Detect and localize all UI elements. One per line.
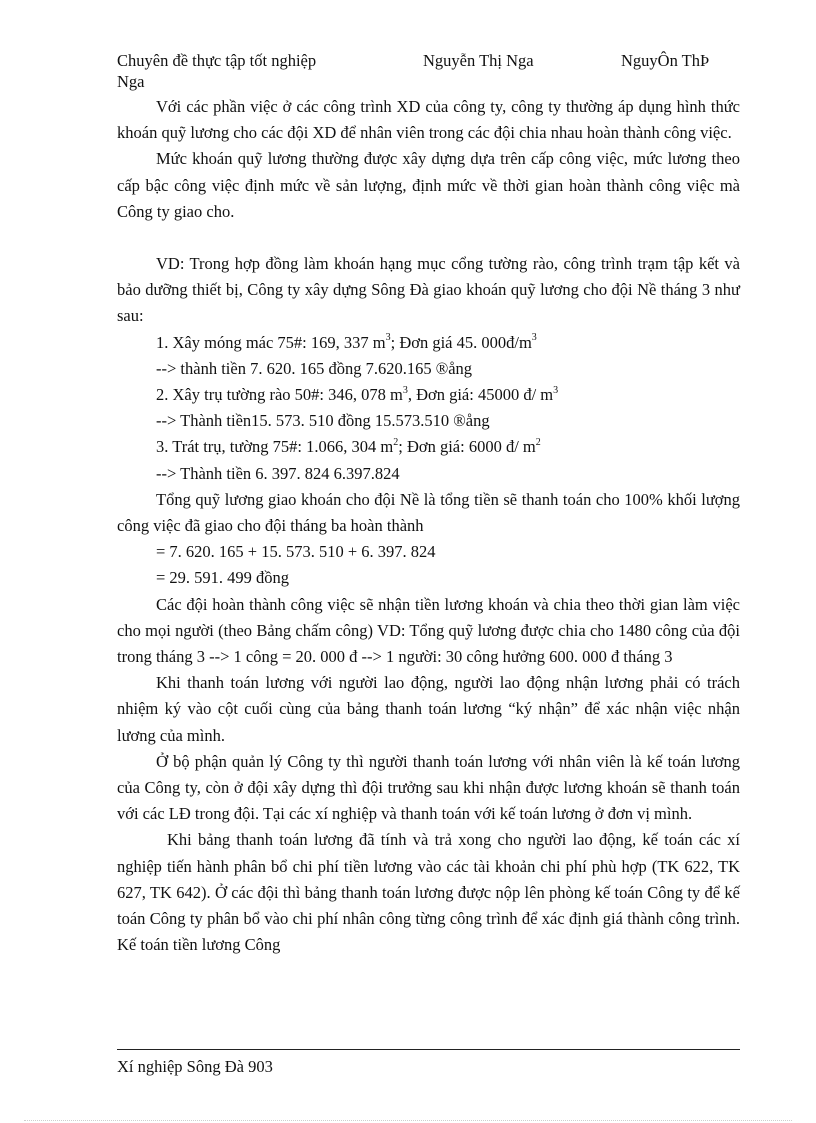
list-item-3 (117, 434, 740, 460)
item-2-text-b: , Đơn giá: 45000 đ/ m (407, 385, 554, 405)
item-1-sup-1: 3 (385, 332, 391, 344)
item-3-text-b: ; Đơn giá: 6000 đ/ m (398, 437, 536, 457)
paragraph-1: Với các phần việc ở các công trình XD của công ty, công ty thường áp dụng hình thức khoán quỹ lương cho các đội XD để nhân viên trong các đội chia nhau hoàn thành công việc. (117, 97, 740, 143)
item-1-text-b: ; Đơn giá 45. 000đ/m (390, 332, 532, 352)
item-2-sup-2: 3 (553, 384, 559, 396)
header-author-name: Nguyễn Thị Nga (423, 51, 534, 70)
paragraph-4: Tổng quỹ lương giao khoán cho đội Nề là tổng tiền sẽ thanh toán cho 100% khối lượng công việc đã giao cho đội tháng ba hoàn thành (117, 489, 740, 536)
paragraph-7: Ở bộ phận quản lý Công ty thì người thanh toán lương với nhân viên là kế toán lương của Công ty, còn ở đội xây dựng thì đội trưởng sau khi nhận được lương khoán sẽ thanh toán với các LĐ trong đội. Tại các xí nghiệp và thanh toán với kế toán lương ở đơn vị mình. (117, 751, 740, 824)
list-item-2-total: --> Thành tiền15. 573. 510 đồng 15.573.510 ®ång (156, 411, 490, 431)
item-3-sup-1: 2 (393, 436, 399, 448)
list-item-1 (117, 330, 740, 356)
document-body (117, 94, 740, 959)
paragraph-2: Mức khoán quỹ lương thường được xây dựng dựa trên cấp công việc, mức lương theo cấp bậc công việc định mức về sản lượng, định mức về thời gian hoàn thành công việc mà Công ty giao cho. (117, 149, 740, 221)
paragraph-3: VD: Trong hợp đồng làm khoán hạng mục cổng tường rào, công trình trạm tập kết và bảo dưỡng thiết bị, Công ty xây dựng Sông Đà giao khoán quỹ lương cho đội Nề tháng 3 như sau: (117, 254, 740, 326)
blank-line (117, 225, 740, 251)
page-bottom-border (24, 1120, 792, 1121)
paragraph-6: Khi thanh toán lương với người lao động, người lao động nhận lương phải có trách nhiệm ký vào cột cuối cùng của bảng thanh toán lương “ký nhận” để xác nhận việc nhận lương của mình. (117, 673, 740, 745)
paragraph-8: Khi bảng thanh toán lương đã tính và trả xong cho người lao động, kế toán các xí nghiệp tiến hành phân bổ chi phí tiền lương vào các tài khoản chi phí phù hợp (TK 622, TK 627, TK 642). Ở các đội thì bảng thanh toán lương được nộp lên phòng kế toán Công ty để kế toán Công ty phân bổ vào chi phí nhân công từng công trình để xác định giá thành công trình. Kế toán tiền lương Công (117, 830, 740, 955)
item-3-sup-2: 2 (535, 436, 541, 448)
list-item-3-total: --> Thành tiền 6. 397. 824 6.397.824 (156, 463, 400, 483)
list-item-2 (117, 382, 740, 408)
paragraph-5: Các đội hoàn thành công việc sẽ nhận tiền lương khoán và chia theo thời gian làm việc cho mọi người (theo Bảng chấm công) VD: Tổng quỹ lương được chia cho 1480 công của đội trong tháng 3 --> 1 công = 20. 000 đ --> 1 người: 30 công hưởng 600. 000 đ tháng 3 (117, 594, 740, 667)
item-3-text-a: 3. Trát trụ, tường 75#: 1.066, 304 m (156, 437, 394, 457)
list-item-1-total: --> thành tiền 7. 620. 165 đồng 7.620.165 ®ång (156, 358, 473, 378)
sum-line-2: = 29. 591. 499 đồng (156, 568, 290, 588)
item-1-sup-2: 3 (531, 332, 537, 344)
header-author-name-wrap: Nga (117, 72, 145, 91)
header-report-title: Chuyên đề thực tập tốt nghiệp (117, 51, 317, 70)
item-2-sup-1: 3 (402, 384, 408, 396)
item-1-text-a: 1. Xây móng mác 75#: 169, 337 m (156, 332, 386, 352)
header-author-name-garbled: NguyÔn ThÞ (621, 51, 710, 70)
sum-line-1: = 7. 620. 165 + 15. 573. 510 + 6. 397. 824 (156, 542, 436, 562)
page-footer: Xí nghiệp Sông Đà 903 (117, 1057, 273, 1076)
item-2-text-a: 2. Xây trụ tường rào 50#: 346, 078 m (156, 385, 403, 405)
footer-divider (117, 1049, 740, 1050)
